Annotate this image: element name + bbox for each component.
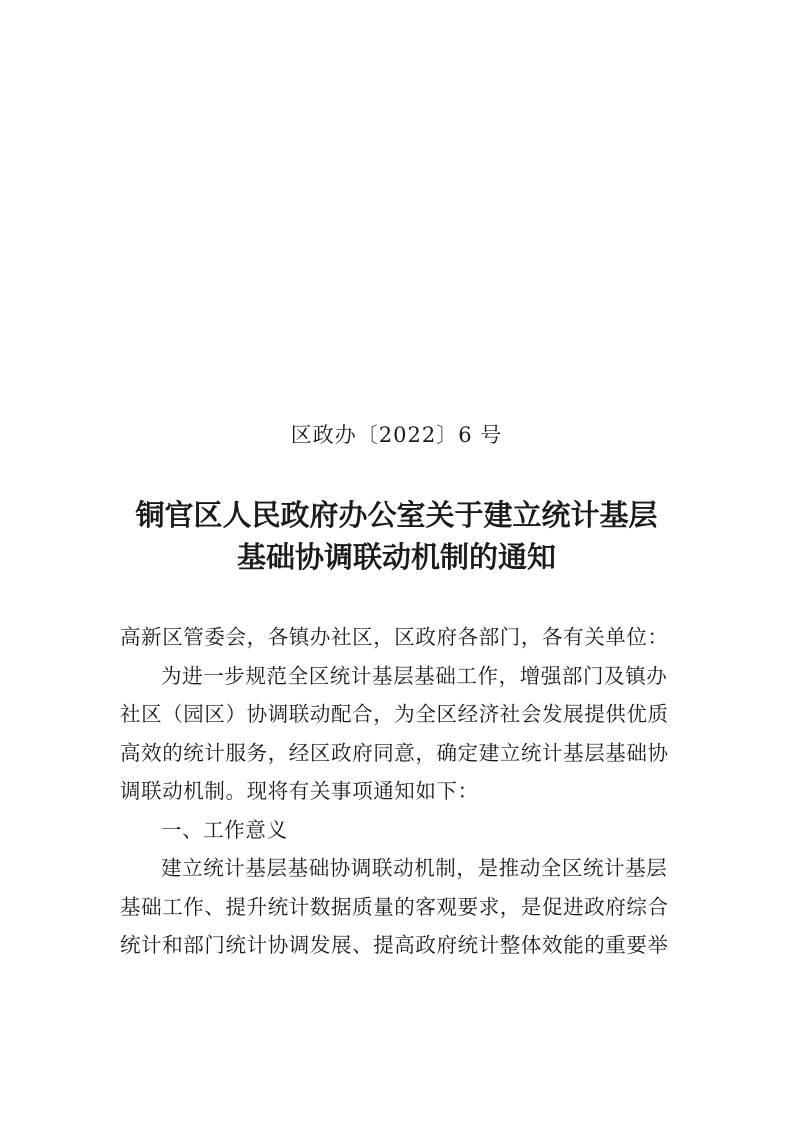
section1-heading: 一、工作意义 (161, 817, 288, 842)
recipients-line: 高新区管委会，各镇办社区，区政府各部门，各有关单位： (120, 625, 669, 649)
paragraph2-line-2: 基础工作、提升统计数据质量的客观要求，是促进政府综合 (120, 894, 669, 919)
document-number: 区政办〔2022〕6 号 (290, 423, 503, 447)
paragraph1-line-4: 调联动机制。现将有关事项通知如下： (120, 779, 479, 803)
title-line-1: 铜官区人民政府办公室关于建立统计基层 (135, 498, 658, 532)
document-title (80, 494, 713, 578)
paragraph1-line-3: 高效的统计服务，经区政府同意，确定建立统计基层基础协 (120, 740, 669, 765)
paragraph2-line-1: 建立统计基层基础协调联动机制，是推动全区统计基层 (161, 856, 668, 880)
paragraph1-line-1: 为进一步规范全区统计基层基础工作，增强部门及镇办 (161, 663, 668, 688)
paragraph1-line-2: 社区（园区）协调联动配合，为全区经济社会发展提供优质 (120, 702, 669, 726)
document-body (120, 618, 680, 965)
title-line-2: 基础协调联动机制的通知 (236, 540, 556, 574)
paragraph2-line-3: 统计和部门统计协调发展、提高政府统计整体效能的重要举 (120, 933, 669, 957)
